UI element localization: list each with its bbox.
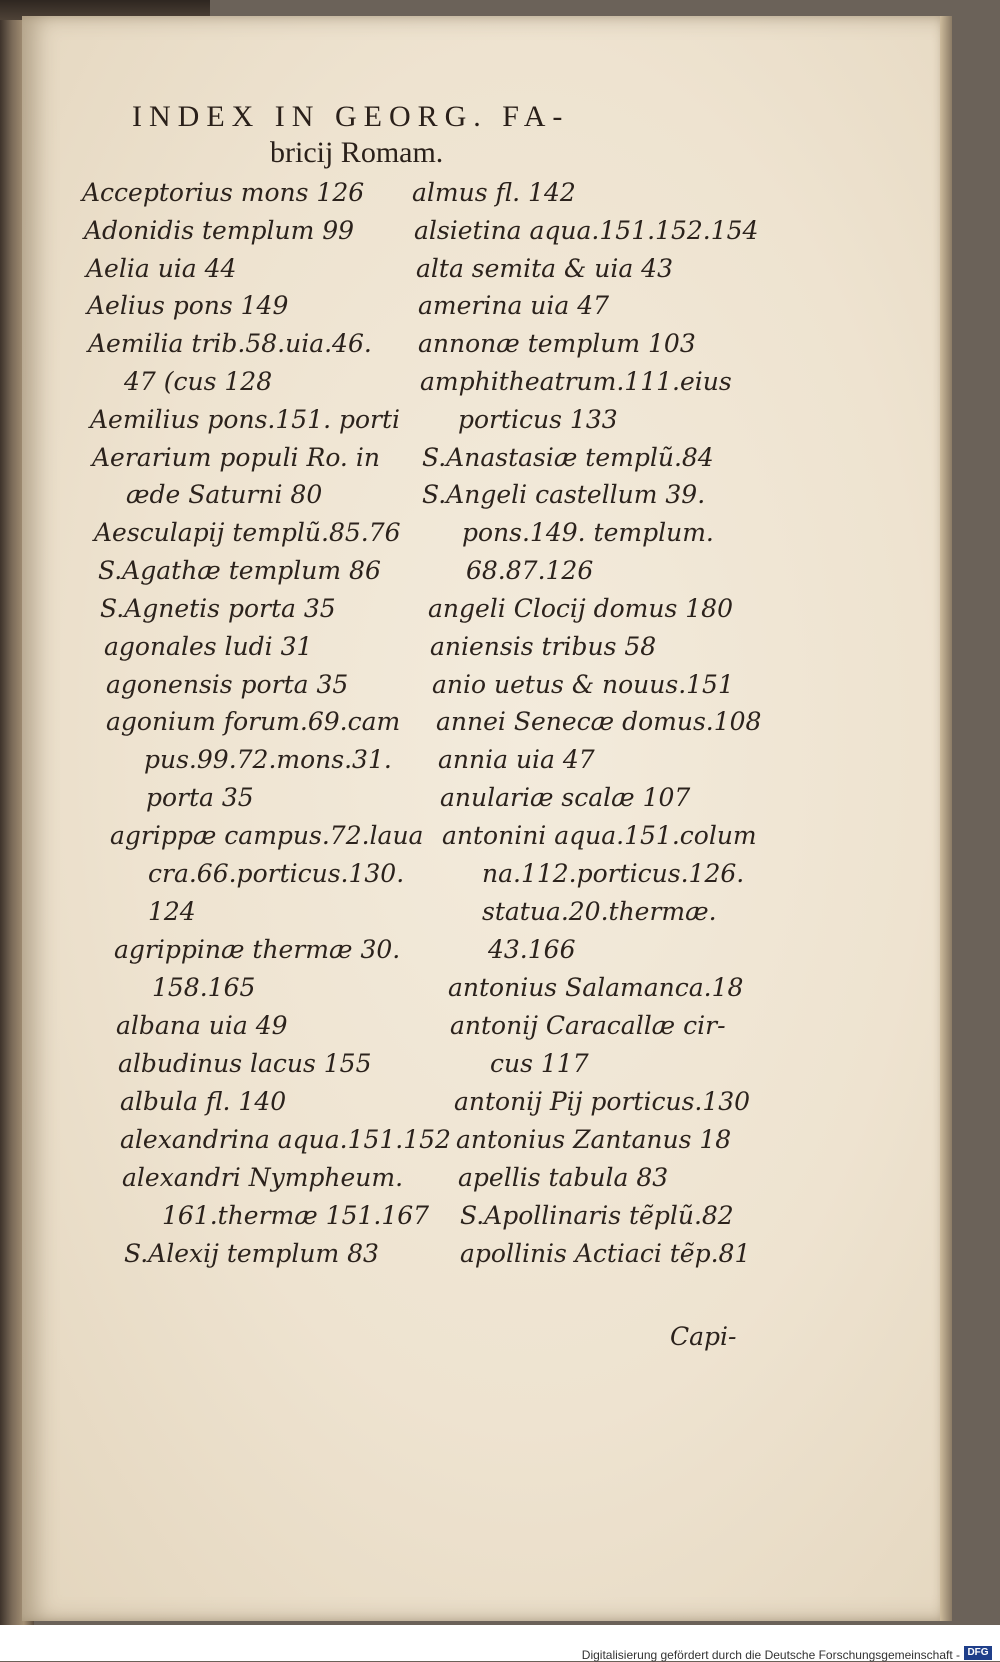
- right-entry: angeli Clocij domus 180: [428, 594, 733, 623]
- dfg-logo: DFG: [964, 1646, 992, 1660]
- right-entry: alsietina aqua.151.152.154: [414, 216, 759, 245]
- left-entry: Aesculapij templũ.85.76: [94, 518, 401, 547]
- right-entry: cus 117: [490, 1049, 589, 1078]
- right-entry: annia uia 47: [438, 745, 595, 774]
- right-entry: almus fl. 142: [412, 178, 576, 207]
- left-entry: albula fl. 140: [120, 1087, 287, 1116]
- left-entry: agrippinæ thermæ 30.: [114, 935, 401, 964]
- right-entry: antonini aqua.151.colum: [442, 821, 757, 850]
- left-entry: cra.66.porticus.130.: [148, 859, 405, 888]
- left-entry: 47 (cus 128: [124, 367, 273, 396]
- right-entry: apollinis Actiaci tẽp.81: [460, 1239, 751, 1268]
- left-entry: S.Alexij templum 83: [124, 1239, 379, 1268]
- right-entry: amerina uia 47: [418, 291, 610, 320]
- right-entry: antonius Zantanus 18: [456, 1125, 732, 1154]
- right-entry: S.Anastasiæ templũ.84: [422, 443, 714, 472]
- left-entry: albudinus lacus 155: [118, 1049, 372, 1078]
- right-entry: porticus 133: [458, 405, 618, 434]
- right-entry: statua.20.thermæ.: [482, 897, 717, 926]
- left-entry: Adonidis templum 99: [84, 216, 355, 245]
- index-title: INDEX IN GEORG. FA-: [132, 100, 570, 133]
- left-entry: Aemilius pons.151. porti: [90, 405, 401, 434]
- catchword: Capi-: [670, 1322, 737, 1351]
- footer-credit: Digitalisierung gefördert durch die Deutsche Forschungsgemeinschaft -: [581, 1648, 960, 1662]
- left-entry: alexandrina aqua.151.152: [120, 1125, 451, 1154]
- left-entry: S.Agathæ templum 86: [98, 556, 381, 585]
- left-entry: Aerarium populi Ro. in: [92, 443, 380, 472]
- right-entry: amphitheatrum.111.eius: [420, 367, 732, 396]
- left-entry: Acceptorius mons 126: [82, 178, 365, 207]
- left-entry: 158.165: [152, 973, 256, 1002]
- left-entry: 161.thermæ 151.167: [162, 1201, 430, 1230]
- left-entry: æde Saturni 80: [126, 480, 323, 509]
- left-entry: agonales ludi 31: [104, 632, 313, 661]
- left-entry: agrippæ campus.72.laua: [110, 821, 424, 850]
- left-entry: agonensis porta 35: [106, 670, 349, 699]
- right-entry: alta semita & uia 43: [416, 254, 673, 283]
- right-entry: S.Apollinaris tẽplũ.82: [460, 1201, 734, 1230]
- right-entry: antonij Caracallæ cir-: [450, 1011, 726, 1040]
- left-entry: 124: [148, 897, 196, 926]
- right-entry: pons.149. templum.: [462, 518, 714, 547]
- right-entry: 43.166: [488, 935, 576, 964]
- left-entry: pus.99.72.mons.31.: [144, 745, 392, 774]
- left-entry: Aelius pons 149: [87, 291, 289, 320]
- left-entry: alexandri Nympheum.: [122, 1163, 404, 1192]
- left-entry: Aelia uia 44: [86, 254, 237, 283]
- right-entry: anulariæ scalæ 107: [440, 783, 691, 812]
- left-entry: porta 35: [146, 783, 254, 812]
- left-entry: albana uia 49: [116, 1011, 288, 1040]
- right-entry: annonæ templum 103: [418, 329, 696, 358]
- left-entry: S.Agnetis porta 35: [100, 594, 336, 623]
- right-entry: apellis tabula 83: [458, 1163, 669, 1192]
- right-entry: anio uetus & nouus.151: [432, 670, 734, 699]
- right-entry: na.112.porticus.126.: [482, 859, 745, 888]
- right-entry: 68.87.126: [466, 556, 594, 585]
- left-entry: Aemilia trib.58.uia.46.: [88, 329, 372, 358]
- right-entry: S.Angeli castellum 39.: [422, 480, 706, 509]
- left-entry: agonium forum.69.cam: [106, 707, 401, 736]
- index-subtitle: bricij Romam.: [270, 136, 444, 169]
- right-entry: antonij Pij porticus.130: [454, 1087, 751, 1116]
- right-entry: aniensis tribus 58: [430, 632, 657, 661]
- page-edge: [940, 16, 952, 1621]
- right-entry: antonius Salamanca.18: [448, 973, 744, 1002]
- right-entry: annei Senecæ domus.108: [436, 707, 762, 736]
